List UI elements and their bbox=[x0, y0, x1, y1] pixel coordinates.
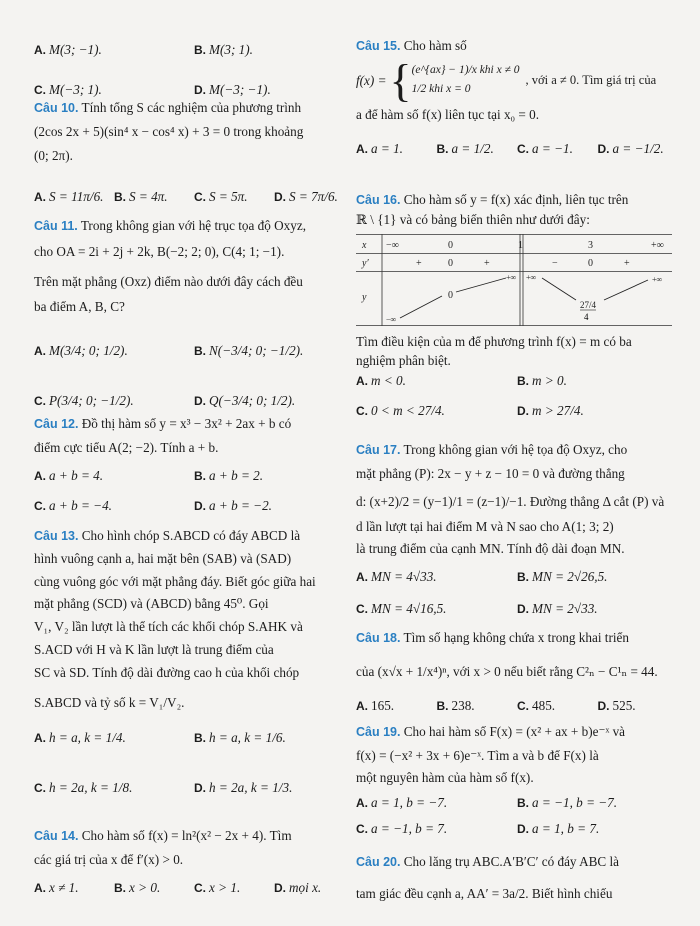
question-label: Câu 10. bbox=[34, 101, 79, 115]
table-cell: + bbox=[416, 257, 422, 269]
option-d[interactable]: D. S = 7π/6. bbox=[274, 189, 338, 205]
option-b[interactable]: B. a + b = 2. bbox=[194, 467, 264, 483]
option-b[interactable]: B. a = 1/2. bbox=[436, 140, 494, 156]
q17-options bbox=[356, 567, 678, 619]
option-d[interactable]: D. MN = 2√33. bbox=[517, 600, 598, 616]
table-cell: +∞ bbox=[651, 239, 664, 251]
option-c[interactable]: C. a = −1. bbox=[517, 140, 573, 156]
question-17: Câu 17. Trong không gian với hệ tọa độ Oxyz, cho mặt phẳng (P): 2x − y + z − 10 = 0 và đường thẳng d: (x+2)/2 = (y−1)/1 = (z−1)/−1. Đường thẳng Δ cắt (P) và d lần lượt tại hai điểm M và N sao cho A(1; 3; 2) là trung điểm của cạnh MN. Tính độ dài đoạn MN. A. MN = 4√33. B. MN = 2√26,5. C. MN = 4√16,5. D. MN = 2√33. bbox=[356, 440, 678, 619]
table-cell: − bbox=[552, 257, 558, 269]
table-cell: +∞ bbox=[652, 274, 663, 284]
option-a[interactable]: A. h = a, k = 1/4. bbox=[34, 730, 126, 746]
option-b[interactable]: B. MN = 2√26,5. bbox=[517, 568, 608, 584]
question-16: Câu 16. Cho hàm số y = f(x) xác định, liên tục trên ℝ \ {1} và có bảng biến thiên như dưới đây: x −∞ 0 1 3 +∞ y′ + 0 + − 0 + y 0 +∞ +∞ +∞ −∞ 27/4 4 Tìm điều kiện của m để phương trình f(x) = m có ba nghiệm phân biệt. A. m < 0. B. m > 0. C. 0 < m < 27/4. D. m > 27/4. bbox=[356, 190, 678, 421]
option-c[interactable]: C. M(−3; 1). bbox=[34, 82, 102, 97]
table-cell: +∞ bbox=[526, 272, 537, 282]
option-c[interactable]: C. x > 1. bbox=[194, 879, 241, 895]
question-label: Câu 14. bbox=[34, 829, 79, 843]
option-a[interactable]: A. M(3/4; 0; 1/2). bbox=[34, 343, 128, 359]
table-cell: 0 bbox=[448, 239, 453, 251]
q9-options bbox=[34, 40, 354, 106]
option-d[interactable]: D. a = −1/2. bbox=[597, 140, 664, 156]
q10-options bbox=[34, 187, 354, 207]
question-20: Câu 20. Cho lăng trụ ABC.A′B′C′ có đáy ABC là tam giác đều cạnh a, AA′ = 3a/2. Biết hình chiếu bbox=[356, 854, 620, 901]
option-c[interactable]: C. h = 2a, k = 1/8. bbox=[34, 780, 133, 796]
question-19: Câu 19. Cho hai hàm số F(x) = (x² + ax + b)e⁻ˣ và f(x) = (−x² + 3x + 6)e⁻ˣ. Tìm a và b để F(x) là một nguyên hàm của hàm số f(x). A. a = 1, b = −7. B. a = −1, b = −7. C. a = −1, b = 7. D. a = 1, b = 7. bbox=[356, 722, 678, 839]
question-label: Câu 15. bbox=[356, 39, 401, 53]
table-cell: + bbox=[484, 257, 490, 269]
table-cell: 3 bbox=[588, 239, 593, 251]
option-c[interactable]: C. P(3/4; 0; −1/2). bbox=[34, 393, 134, 409]
option-a[interactable]: A. a = 1. bbox=[356, 140, 403, 156]
option-b[interactable]: B. N(−3/4; 0; −1/2). bbox=[194, 343, 304, 359]
table-cell: +∞ bbox=[506, 272, 517, 282]
question-11: Câu 11. Trong không gian với hệ trục tọa độ Oxyz, cho OA = 2i + 2j + 2k, B(−2; 2; 0), C(4; 1; −1). Trên mặt phẳng (Oxz) điểm nào dưới đây cách đều ba điểm A, B, C? A. M(3/4; 0; 1/2). B. N(−3/4; 0; −1/2). C. P(3/4; 0; −1/2). D. Q(−3/4; 0; 1/2). bbox=[34, 216, 354, 411]
question-14: Câu 14. Cho hàm số f(x) = ln²(x² − 2x + 4). Tìm các giá trị của x để f′(x) > 0. A. x ≠ 1. B. x > 0. C. x > 1. D. mọi x. bbox=[34, 826, 354, 897]
option-c[interactable]: C. S = 5π. bbox=[194, 189, 248, 205]
question-label: Câu 20. bbox=[356, 855, 401, 869]
q16-options bbox=[356, 371, 678, 421]
table-cell: 27/4 bbox=[580, 299, 597, 310]
table-cell: + bbox=[624, 257, 630, 269]
table-cell-x: x bbox=[362, 239, 367, 251]
option-d[interactable]: D. m > 27/4. bbox=[517, 403, 584, 419]
q18-options bbox=[356, 696, 678, 716]
table-cell: 0 bbox=[448, 289, 453, 301]
option-b[interactable]: B. a = −1, b = −7. bbox=[517, 795, 618, 811]
question-13: Câu 13. Cho hình chóp S.ABCD có đáy ABCD là hình vuông cạnh a, hai mặt bên (SAB) và (SAD) cùng vuông góc với mặt phẳng đáy. Biết góc giữa hai mặt phẳng (SCD) và (ABCD) bằng 45⁰. Gọi V₁, V₂ lần lượt là thể tích các khối chóp S.AHK và S.ACD với H và K lần lượt là trung điểm của SC và SD. Tính độ dài đường cao h của khối chóp S.ABCD và tỷ số k = V₁/V₂. A. h = a, k = 1/4. B. h = a, k = 1/6. C. h = 2a, k = 1/8. D. h = 2a, k = 1/3. bbox=[34, 526, 354, 798]
option-c[interactable]: C. 0 < m < 27/4. bbox=[356, 403, 445, 419]
option-a[interactable]: A. MN = 4√33. bbox=[356, 568, 437, 584]
table-cell: 1 bbox=[518, 239, 523, 251]
option-c[interactable]: C. 485. bbox=[517, 697, 556, 713]
question-label: Câu 11. bbox=[34, 219, 78, 233]
question-12: Câu 12. Đồ thị hàm số y = x³ − 3x² + 2ax + b có điểm cực tiểu A(2; −2). Tính a + b. A. a + b = 4. B. a + b = 2. C. a + b = −4. D. a + b = −2. bbox=[34, 414, 354, 515]
option-c[interactable]: C. a + b = −4. bbox=[34, 497, 112, 513]
q19-options bbox=[356, 793, 678, 839]
option-a[interactable]: A. m < 0. bbox=[356, 373, 406, 389]
option-b[interactable]: B. h = a, k = 1/6. bbox=[194, 730, 286, 746]
piecewise-function: f(x) = { (e^{ax} − 1)/x khi x ≠ 0 1/2 khi x = 0 , với a ≠ 0. Tìm giá trị của bbox=[356, 54, 657, 106]
question-label: Câu 19. bbox=[356, 725, 401, 739]
question-label: Câu 16. bbox=[356, 193, 401, 207]
q14-options bbox=[34, 878, 354, 898]
table-cell-yprime: y′ bbox=[362, 257, 369, 269]
question-label: Câu 17. bbox=[356, 443, 401, 457]
option-b[interactable]: B. S = 4π. bbox=[114, 189, 168, 205]
option-b[interactable]: B. M(3; 1). bbox=[194, 42, 253, 57]
table-cell: 0 bbox=[588, 257, 593, 269]
option-b[interactable]: B. m > 0. bbox=[517, 373, 567, 389]
question-label: Câu 13. bbox=[34, 529, 79, 543]
question-15: Câu 15. Cho hàm số f(x) = { (e^{ax} − 1)/x khi x ≠ 0 1/2 khi x = 0 , với a ≠ 0. Tìm giá trị của a để hàm số f(x) liên tục tại x₀ = 0. A. a = 1. B. a = 1/2. C. a = −1. D. a = −1/2. bbox=[356, 36, 678, 159]
q15-options bbox=[356, 139, 678, 159]
table-cell: −∞ bbox=[386, 314, 397, 324]
q11-options bbox=[34, 341, 354, 411]
option-d[interactable]: D. M(−3; −1). bbox=[194, 82, 271, 97]
q13-options bbox=[34, 728, 354, 798]
option-d[interactable]: D. Q(−3/4; 0; 1/2). bbox=[194, 393, 296, 409]
option-a[interactable]: A. a = 1, b = −7. bbox=[356, 795, 448, 811]
option-b[interactable]: B. 238. bbox=[436, 697, 475, 713]
variation-table bbox=[356, 234, 672, 326]
svg-text:4: 4 bbox=[584, 311, 589, 322]
option-d[interactable]: D. h = 2a, k = 1/3. bbox=[194, 780, 293, 796]
option-d[interactable]: D. a + b = −2. bbox=[194, 497, 272, 513]
q12-options bbox=[34, 466, 354, 516]
option-a[interactable]: A. S = 11π/6. bbox=[34, 189, 104, 205]
option-d[interactable]: D. a = 1, b = 7. bbox=[517, 821, 600, 837]
option-a[interactable]: A. a + b = 4. bbox=[34, 467, 104, 483]
option-b[interactable]: B. x > 0. bbox=[114, 879, 161, 895]
question-18: Câu 18. Tìm số hạng không chứa x trong khai triển của (x√x + 1/x⁴)ⁿ, với x > 0 nếu biết rằng C²ₙ − C¹ₙ = 44. A. 165. B. 238. C. 485. D. 525. bbox=[356, 628, 678, 715]
table-cell: −∞ bbox=[386, 239, 399, 251]
option-c[interactable]: C. MN = 4√16,5. bbox=[356, 600, 447, 616]
option-c[interactable]: C. a = −1, b = 7. bbox=[356, 821, 448, 837]
option-a[interactable]: A. M(3; −1). bbox=[34, 42, 102, 57]
table-cell-y: y bbox=[362, 291, 367, 303]
option-a[interactable]: A. x ≠ 1. bbox=[34, 879, 79, 895]
option-d[interactable]: D. mọi x. bbox=[274, 879, 322, 895]
option-d[interactable]: D. 525. bbox=[597, 697, 636, 713]
question-label: Câu 18. bbox=[356, 631, 401, 645]
option-a[interactable]: A. 165. bbox=[356, 697, 395, 713]
question-10: Câu 10. Tính tổng S các nghiệm của phương trình (2cos 2x + 5)(sin⁴ x − cos⁴ x) + 3 = 0 trong khoảng (0; 2π). A. S = 11π/6. B. S = 4π. C. S = 5π. D. S = 7π/6. bbox=[34, 98, 354, 207]
table-cell: 0 bbox=[448, 257, 453, 269]
question-label: Câu 12. bbox=[34, 417, 79, 431]
